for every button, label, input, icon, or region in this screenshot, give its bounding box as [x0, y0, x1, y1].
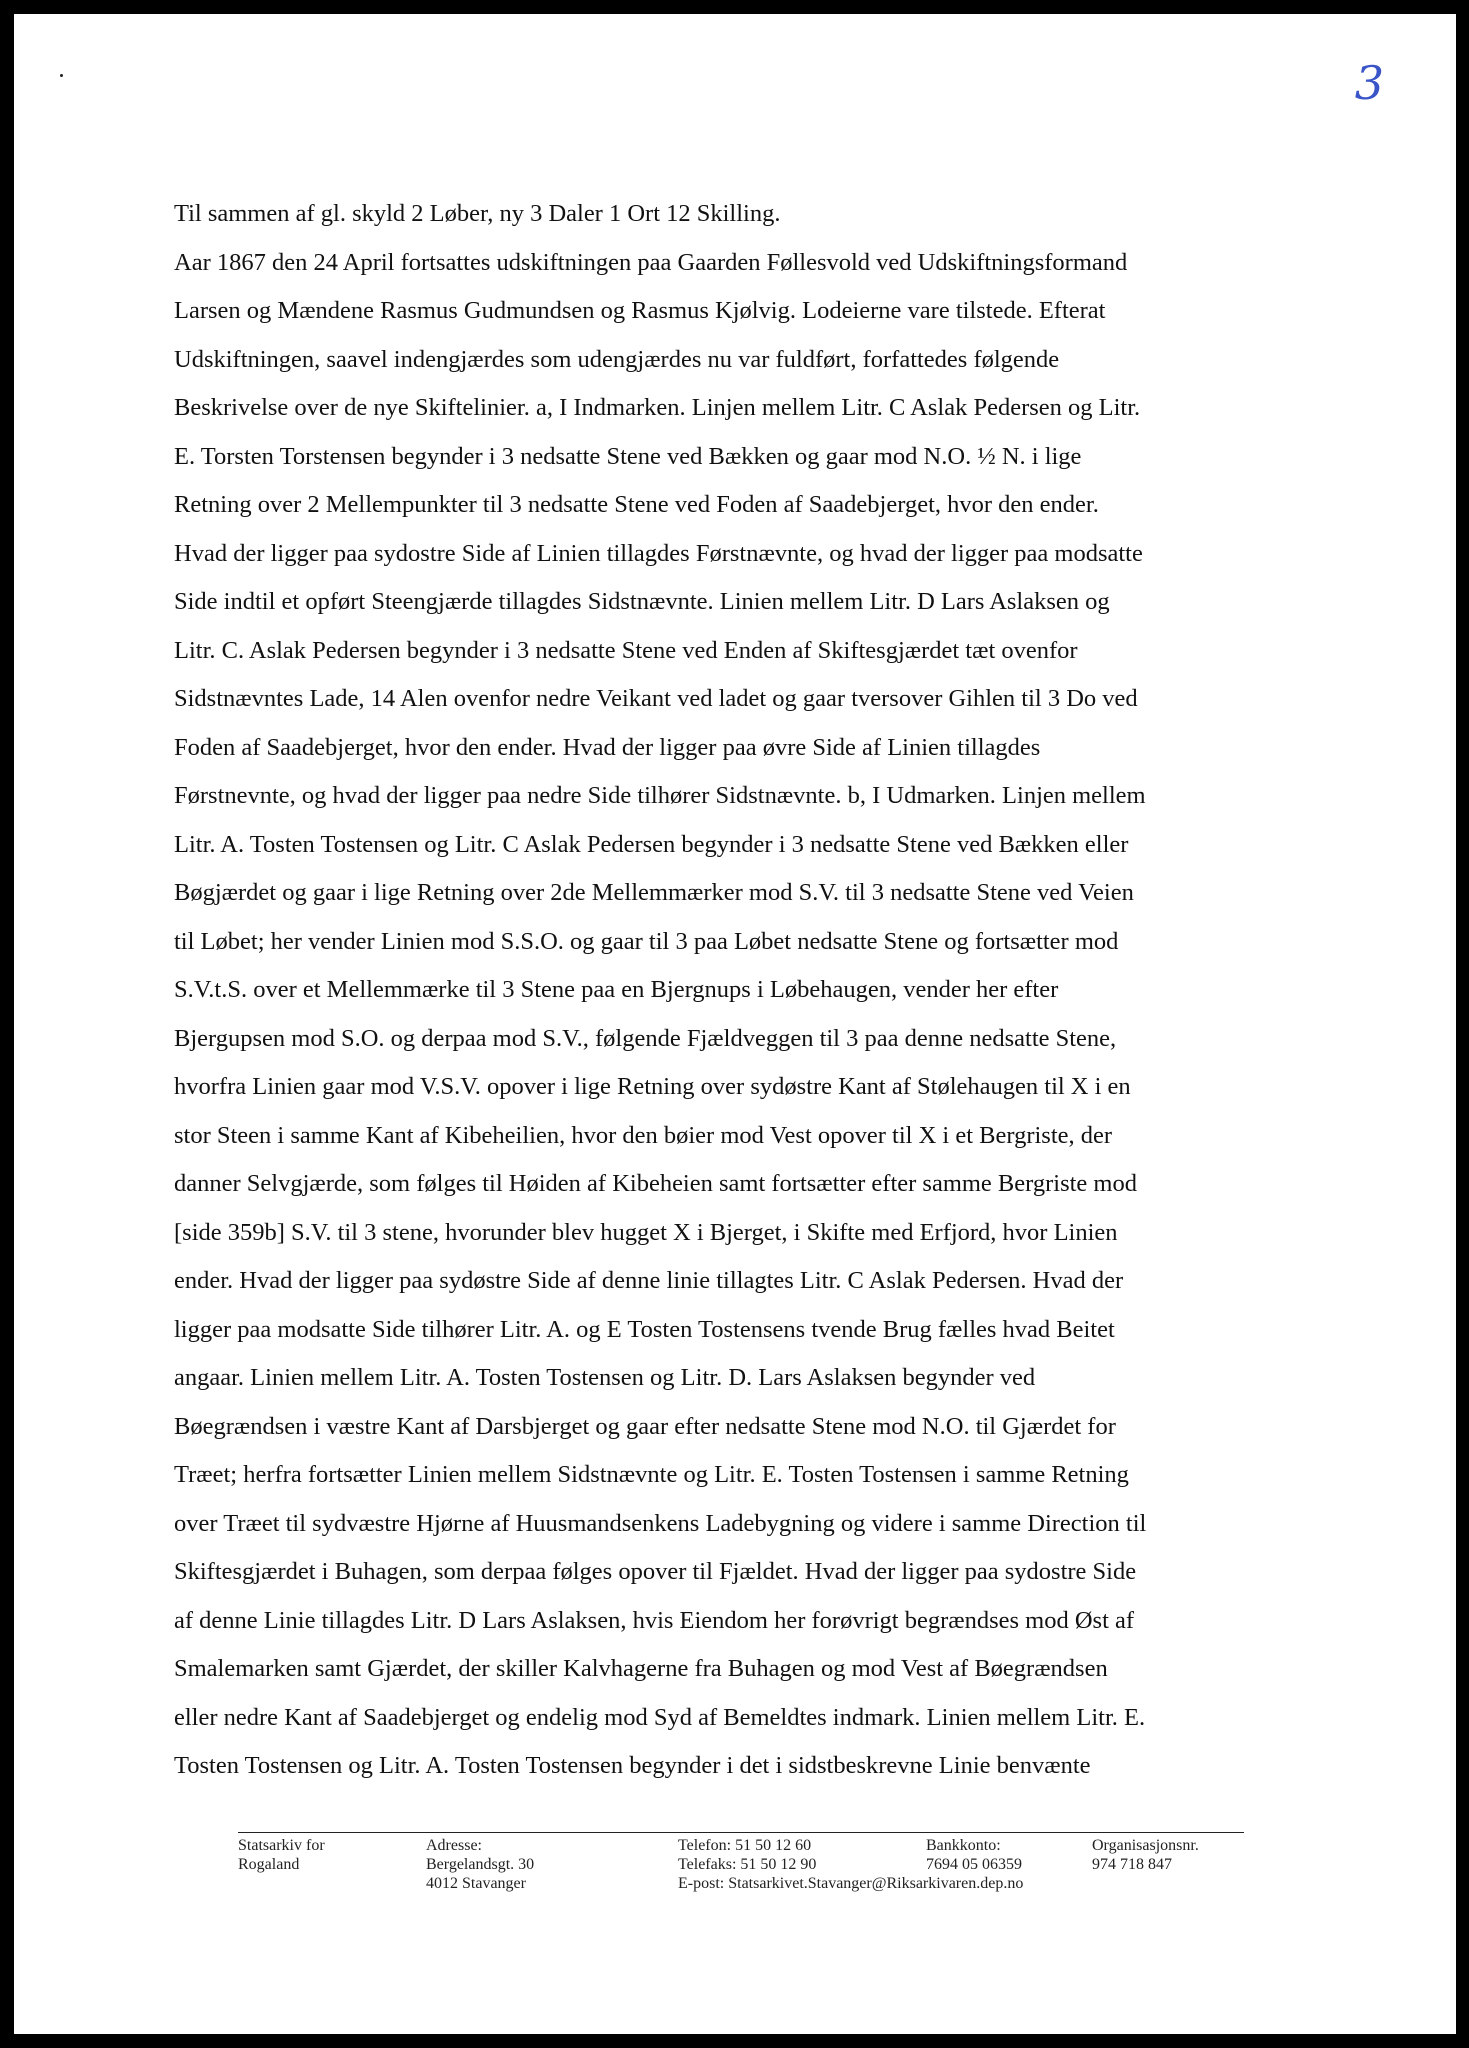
text-line: over Træet til sydvæstre Hjørne af Huusmandsenkens Ladebygning og videre i samme Direction til — [174, 1509, 1147, 1537]
text-line: Litr. A. Tosten Tostensen og Litr. C Aslak Pedersen begynder i 3 nedsatte Stene ved Bækken eller — [174, 830, 1129, 858]
page-number: 3 — [1354, 56, 1384, 110]
text-line: ligger paa modsatte Side tilhører Litr. A. og E Tosten Tostensens tvende Brug fælles hvad Beitet — [174, 1315, 1115, 1343]
footer-line: 4012 Stavanger — [426, 1875, 526, 1892]
text-line: Side indtil et opført Steengjærde tillagdes Sidstnævnte. Linien mellem Litr. D Lars Aslaksen og — [174, 588, 1110, 615]
footer-line: Statsarkiv for — [238, 1837, 325, 1854]
text-line: Aar 1867 den 24 April fortsattes udskiftningen paa Gaarden Føllesvold ved Udskiftningsformand — [174, 248, 1128, 276]
footer-org — [1092, 1836, 1199, 1874]
text-line: Udskiftningen, saavel indengjærdes som udengjærdes nu var fuldført, forfattedes følgende — [174, 345, 1060, 373]
footer-divider — [238, 1832, 1244, 1833]
text-line: af denne Linie tillagdes Litr. D Lars Aslaksen, hvis Eiendom her forøvrigt begrændses mod Øst af — [174, 1606, 1135, 1634]
text-line: S.V.t.S. over et Mellemmærke til 3 Stene paa en Bjergnups i Løbehaugen, vender her efter — [174, 976, 1059, 1003]
footer-line: 974 718 847 — [1092, 1856, 1172, 1873]
footer-bank — [926, 1836, 1022, 1874]
text-line: danner Selvgjærde, som følges til Høiden af Kibeheien samt fortsætter efter samme Bergriste mod — [174, 1170, 1137, 1197]
text-line: Foden af Saadebjerget, hvor den ender. Hvad der ligger paa øvre Side af Linien tillagdes — [174, 733, 1041, 761]
text-line: hvorfra Linien gaar mod V.S.V. opover i lige Retning over sydøstre Kant af Stølehaugen til X i en — [174, 1073, 1131, 1100]
text-line: eller nedre Kant af Saadebjerget og endelig mod Syd af Bemeldtes indmark. Linien mellem Litr. E. — [174, 1703, 1146, 1731]
footer-address — [426, 1836, 534, 1893]
text-line: til Løbet; her vender Linien mod S.S.O. og gaar til 3 paa Løbet nedsatte Stene og fortsætter mod — [174, 927, 1119, 955]
text-line: Tosten Tostensen og Litr. A. Tosten Tostensen begynder i det i sidstbeskrevne Linie benvænte — [174, 1752, 1091, 1779]
text-line: Bøgjærdet og gaar i lige Retning over 2de Mellemmærker mod S.V. til 3 nedsatte Stene ved Veien — [174, 879, 1134, 906]
footer-line: Telefon: 51 50 12 60 — [678, 1837, 812, 1854]
text-line: ender. Hvad der ligger paa sydøstre Side af denne linie tillagtes Litr. C Aslak Pedersen. Hvad der — [174, 1267, 1124, 1294]
footer-line: Telefaks: 51 50 12 90 — [678, 1856, 817, 1873]
text-line: Litr. C. Aslak Pedersen begynder i 3 nedsatte Stene ved Enden af Skiftesgjærdet tæt ovenfor — [174, 636, 1078, 664]
text-line: Hvad der ligger paa sydostre Side af Linien tillagdes Førstnævnte, og hvad der ligger paa modsatte — [174, 539, 1143, 567]
footer-email[interactable]: E-post: Statsarkivet.Stavanger@Riksarkivaren.dep.no — [678, 1875, 1024, 1892]
footer-line: Bankkonto: — [926, 1837, 1001, 1854]
document-page — [14, 14, 1456, 2034]
text-line: Bjergupsen mod S.O. og derpaa mod S.V., følgende Fjældveggen til 3 paa denne nedsatte Stene, — [174, 1024, 1117, 1052]
text-line: Larsen og Mændene Rasmus Gudmundsen og Rasmus Kjølvig. Lodeierne vare tilstede. Efterat — [174, 297, 1106, 324]
text-line: E. Torsten Torstensen begynder i 3 nedsatte Stene ved Bækken og gaar mod N.O. ½ N. i lige — [174, 442, 1082, 470]
footer-line: Rogaland — [238, 1856, 300, 1873]
text-line: Bøegrændsen i væstre Kant af Darsbjerget og gaar efter nedsatte Stene mod N.O. til Gjærdet for — [174, 1412, 1116, 1440]
body-text — [174, 190, 1314, 1791]
text-line: Beskrivelse over de nye Skiftelinier. a, I Indmarken. Linjen mellem Litr. C Aslak Pedersen og Litr. — [174, 394, 1141, 421]
text-line: Til sammen af gl. skyld 2 Løber, ny 3 Daler 1 Ort 12 Skilling. — [174, 200, 781, 227]
text-line: Sidstnævntes Lade, 14 Alen ovenfor nedre Veikant ved ladet og gaar tversover Gihlen til 3 Do ved — [174, 685, 1138, 712]
footer-line: Adresse: — [426, 1837, 482, 1854]
text-line: Førstnevnte, og hvad der ligger paa nedre Side tilhører Sidstnævnte. b, I Udmarken. Linjen mellem — [174, 782, 1146, 809]
scan-speck — [60, 74, 63, 77]
footer-line: 7694 05 06359 — [926, 1856, 1022, 1873]
text-line: [side 359b] S.V. til 3 stene, hvorunder blev hugget X i Bjerget, i Skifte med Erfjord, hvor Linien — [174, 1218, 1118, 1246]
text-line: Smalemarken samt Gjærdet, der skiller Kalvhagerne fra Buhagen og mod Vest af Bøegrændsen — [174, 1655, 1108, 1682]
footer-line: Organisasjonsnr. — [1092, 1837, 1199, 1854]
text-line: angaar. Linien mellem Litr. A. Tosten Tostensen og Litr. D. Lars Aslaksen begynder ved — [174, 1364, 1036, 1391]
text-line: Skiftesgjærdet i Buhagen, som derpaa følges opover til Fjældet. Hvad der ligger paa sydostre Side — [174, 1558, 1137, 1585]
text-line: Retning over 2 Mellempunkter til 3 nedsatte Stene ved Foden af Saadebjerget, hvor den ender. — [174, 491, 1099, 518]
text-line: stor Steen i samme Kant af Kibeheilien, hvor den bøier mod Vest opover til X i et Bergriste, der — [174, 1121, 1113, 1149]
text-line: Træet; herfra fortsætter Linien mellem Sidstnævnte og Litr. E. Tosten Tostensen i samme Retning — [174, 1461, 1129, 1488]
footer-institution — [238, 1836, 325, 1874]
footer-line: Bergelandsgt. 30 — [426, 1856, 535, 1873]
